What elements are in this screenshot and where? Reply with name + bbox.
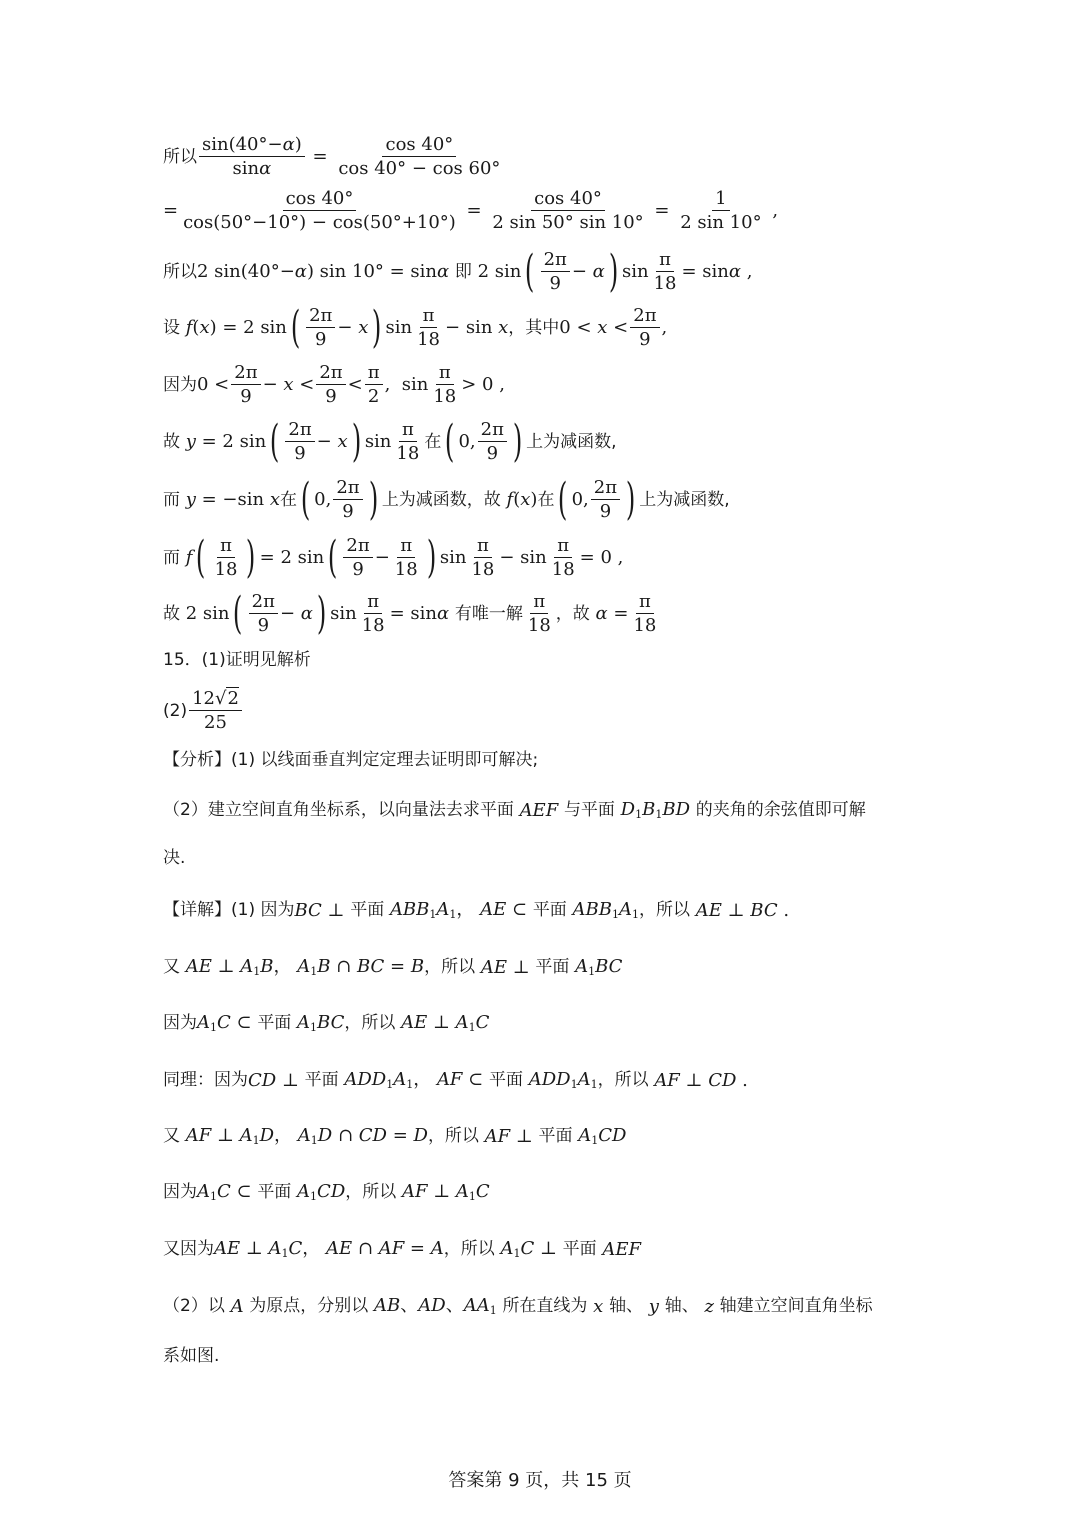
- text: (2): [163, 700, 188, 721]
- text: 故: [163, 603, 180, 624]
- line-4: 设 f(x) = 2 sin ( $\frac{2\pi}{9}$ − x ) sin $\frac{\pi}{18}$ − sin x ，其中 0 < x < $\frac{2\pi}{9}$ ,: [163, 302, 668, 353]
- line-6: 故 y = 2 sin ( $\frac{2\pi}{9}$ − x ) sin $\frac{\pi}{18}$ 在 ( 0, $\frac{2\pi}{9}$ ) 上为减函数,: [163, 416, 617, 467]
- text: 上为减函数,: [526, 431, 617, 452]
- analysis-line-2: （2）建立空间直角坐标系，以向量法去求平面 AEF 与平面 $D_1B_1BD$ 的夹角的余弦值即可解: [163, 799, 866, 821]
- text: 平面: [488, 1070, 523, 1090]
- text: （2）以: [163, 1296, 225, 1316]
- analysis-line-3: [163, 850, 185, 867]
- line-3: 所以 2 sin(40°−α) sin 10° = sinα 即 2 sin ( $\frac{2\pi}{9}$ − α ) sin $\frac{\pi}{18}$ = sinα ,: [163, 246, 753, 297]
- question-15-part-2: (2) $\frac{12√2}{25}$: [163, 690, 244, 732]
- detail-line-5: 又 AF ⊥ $A_1D$， $A_1D$ ∩ CD = D ，所以 AF ⊥ 平面 $A_1CD$: [163, 1125, 627, 1147]
- text: 设: [163, 317, 180, 338]
- text: 平面: [350, 900, 385, 920]
- text: 在: [424, 431, 442, 452]
- text: ，所以: [344, 1013, 396, 1033]
- fraction: $\frac{\cos 40^\circ}{2 \sin 50^\circ \sin 10^\circ}$: [492, 188, 644, 233]
- line-2: = $\frac{\cos 40^\circ}{\cos(50^\circ-10^\circ) - \cos(50^\circ+10^\circ)}$ = $\frac{\cos 40^\circ}{2 \sin 50^\circ \sin 10^\circ}$ = $\frac{1}{2 \sin 10^\circ}$ ,: [163, 188, 779, 233]
- line-7: 而 y = −sin x 在 ( 0, $\frac{2\pi}{9}$ ) 上为减函数，故 f(x) 在 ( 0, $\frac{2\pi}{9}$ ) 上为减函数,: [163, 474, 730, 525]
- page-footer: 答案第 9 页，共 15 页: [448, 1470, 632, 1491]
- line-8: 而 f ( $\frac{\pi}{18}$ ) = 2 sin ( $\frac{2\pi}{9}$ − $\frac{\pi}{18}$ ) sin $\frac{\pi}{18}$ − sin $\frac{\pi}{18}$ = 0 ,: [163, 532, 624, 583]
- text: 平面: [304, 1070, 339, 1090]
- detail-line-3: 因为 $A_1C$ ⊂ 平面 $A_1BC$ ，所以 AE ⊥ $A_1C$: [163, 1012, 490, 1034]
- text: ，其中: [508, 317, 560, 338]
- detail-part-2-line-1: （2）以 A 为原点，分别以 AB、AD、$AA_1$ 所在直线为 x 轴、 y 轴、 z 轴建立空间直角坐标: [163, 1295, 873, 1317]
- text: 而: [163, 547, 180, 568]
- text: （2）建立空间直角坐标系，以向量法去求平面: [163, 800, 514, 820]
- text: ，所以: [597, 1070, 649, 1090]
- detail-line-1: 【详解】(1) 因为 BC ⊥ 平面 $ABB_1A_1$， AE ⊂ 平面 $ABB_1A_1$ ，所以 AE ⊥ BC .: [163, 899, 790, 921]
- text: 的夹角的余弦值即可解: [695, 800, 866, 820]
- line-9: 故 2 sin ( $\frac{2\pi}{9}$ − α ) sin $\frac{\pi}{18}$ = sinα 有唯一解 $\frac{\pi}{18}$ ，故 α = $\frac{\pi}{18}$: [163, 588, 657, 639]
- text: 15．(1)证明见解析: [163, 650, 311, 670]
- text: 又: [163, 1126, 180, 1146]
- text: 所在直线为: [502, 1296, 588, 1316]
- text: ，所以: [639, 900, 691, 920]
- text: 为原点，分别以: [249, 1296, 369, 1316]
- text: 所以: [163, 261, 197, 282]
- text: 又: [163, 957, 180, 977]
- text: 故: [163, 431, 180, 452]
- text: 轴、: [609, 1296, 644, 1316]
- detail-line-4: 同理：因为 CD ⊥ 平面 $ADD_1A_1$， AF ⊂ 平面 $ADD_1A_1$ ，所以 AF ⊥ CD .: [163, 1069, 748, 1091]
- text: ，所以: [345, 1182, 397, 1202]
- detail-line-6: 因为 $A_1C$ ⊂ 平面 $A_1CD$ ，所以 AF ⊥ $A_1C$: [163, 1181, 490, 1203]
- detail-part-2-line-2: [163, 1348, 219, 1365]
- text: 【分析】(1) 以线面垂直判定定理去证明即可解决;: [163, 750, 539, 770]
- fraction: $\frac{\cos 40^\circ}{\cos(50^\circ-10^\circ) - \cos(50^\circ+10^\circ)}$: [183, 188, 456, 233]
- question-15-part-1: [163, 652, 311, 669]
- text: 系如图.: [163, 1346, 220, 1366]
- line-1: 所以 $\frac{\sin(40^\circ-\alpha)}{\sin\alpha}$ = $\frac{\cos 40^\circ}{\cos 40^\circ - \cos 60^\circ}$: [163, 136, 505, 178]
- text: 因为: [163, 374, 197, 395]
- text: 所以: [163, 146, 197, 167]
- text: 在: [537, 489, 555, 510]
- detail-line-2: 又 AE ⊥ $A_1B$， $A_1B$ ∩ BC = B ，所以 AE ⊥ 平面 $A_1BC$: [163, 956, 623, 978]
- text: 【详解】(1) 因为: [163, 900, 295, 920]
- text: 轴建立空间直角坐标: [719, 1296, 873, 1316]
- text: 即: [454, 261, 472, 282]
- text: 平面: [532, 900, 567, 920]
- text: ，所以: [427, 1126, 479, 1146]
- text: 同理：因为: [163, 1070, 248, 1090]
- text: 上为减函数，故: [381, 489, 501, 510]
- text: 平面: [538, 1126, 573, 1146]
- text: ，故: [555, 603, 590, 624]
- text: 因为: [163, 1013, 197, 1033]
- text: 决.: [163, 848, 186, 868]
- fraction: $\frac{\sin(40^\circ-\alpha)}{\sin\alpha}$: [199, 136, 305, 178]
- text: 又因为: [163, 1239, 214, 1259]
- text: 平面: [257, 1013, 292, 1033]
- fraction: $\frac{\cos 40^\circ}{\cos 40^\circ - \cos 60^\circ}$: [338, 134, 501, 179]
- text: 而: [163, 489, 180, 510]
- text: 轴、: [664, 1296, 699, 1316]
- text: 因为: [163, 1182, 197, 1202]
- text: 平面: [535, 957, 570, 977]
- text: ，所以: [443, 1239, 495, 1259]
- text: 平面: [562, 1239, 597, 1259]
- text: ，所以: [424, 957, 476, 977]
- text: 在: [279, 489, 297, 510]
- text: 平面: [257, 1182, 292, 1202]
- text: 与平面: [563, 800, 615, 820]
- fraction: $\frac{1}{2 \sin 10^\circ}$: [680, 188, 762, 233]
- line-5: 因为 0 < $\frac{2\pi}{9}$ − x < $\frac{2\pi}{9}$ < $\frac{\pi}{2}$ , sin $\frac{\pi}{18}$ > 0 ,: [163, 362, 505, 407]
- text: 有唯一解: [454, 603, 523, 624]
- analysis-line-1: [163, 752, 538, 769]
- detail-line-7: 又因为 AE ⊥ $A_1C$， AE ∩ AF = A ，所以 $A_1C$ ⊥ 平面 AEF: [163, 1238, 641, 1260]
- text: 上为减函数,: [639, 489, 730, 510]
